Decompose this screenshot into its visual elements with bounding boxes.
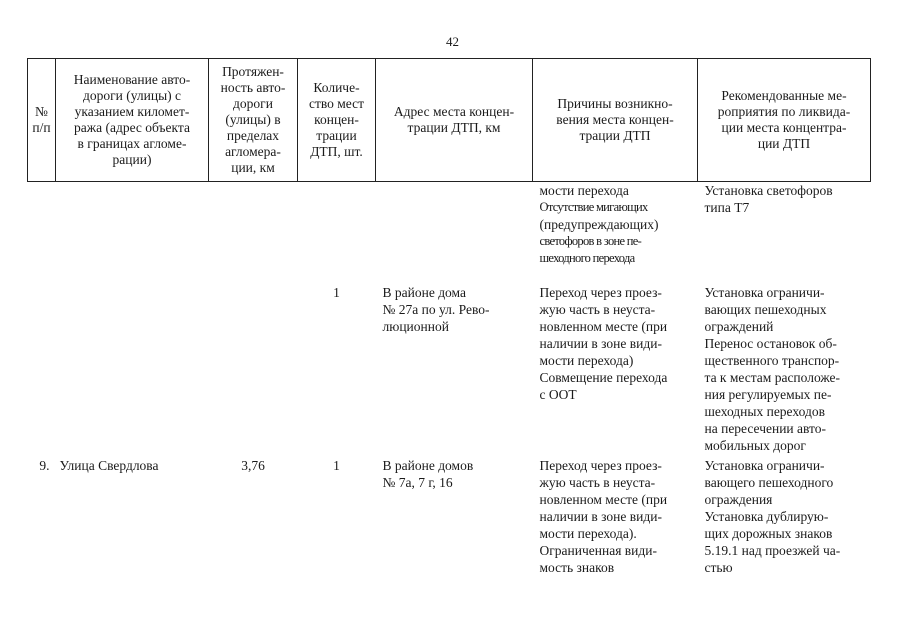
cell-line: (улицы) в [225,112,281,127]
cell-line: Установка светофоров [704,183,833,198]
cell-line: вающего пешеходного [704,475,834,490]
cell-line: шеходных переходов [704,404,825,419]
cell-line: жую часть в неуста- [539,475,656,490]
cell-line: концен- [314,112,359,127]
cell-line: стью [704,560,733,575]
cell-line: мости перехода). [539,526,637,541]
header-num: № п/п [28,59,56,182]
cell-line: щих дорожных знаков [704,526,833,541]
cell-line: ДТП, шт. [310,144,363,159]
cell-line: Отсутствие мигающих [539,200,648,214]
cell-line: ство мест [308,96,365,111]
cell-line: Переход через проез- [539,458,662,473]
cell-line: ния регулируемых пе- [704,387,832,402]
header-length [209,59,298,182]
cell-line: дороги (улицы) с [82,88,182,103]
header-measures [698,59,871,182]
row-length: 3,76 [241,458,265,473]
cell-line: трации ДТП [579,128,651,143]
cell-line: Рекомендованные ме- [721,88,847,103]
cell-line: В районе домов [382,458,474,473]
cell-line: указанием километ- [74,104,190,119]
table-row [28,284,871,457]
cell-line: Адрес места концен- [393,104,515,119]
cell-line: мобильных дорог [704,438,806,453]
row-count: 1 [333,458,340,473]
cell-line: ограждений [704,319,774,334]
cell-line: дороги [233,96,273,111]
cell-line: рации) [112,152,152,167]
row-reasons [533,284,698,457]
row-address [376,457,533,576]
cell-line: на пересечении авто- [704,421,827,436]
cell-line: агломера- [225,144,281,159]
row-measures [698,182,871,285]
row-reasons [533,182,698,285]
accident-concentration-table [27,58,871,576]
cell-line: мости перехода) [539,353,634,368]
cell-line: ции, км [231,160,275,175]
row-num: 9. [39,458,50,473]
table-header-row [28,59,871,182]
cell-line: Установка ограничи- [704,285,825,300]
cell-line: щественного транспор- [704,353,840,368]
row-reasons [533,457,698,576]
header-reasons [533,59,698,182]
cell-line: ность авто- [220,80,286,95]
cell-line: в границах агломе- [77,136,187,151]
header-road-name [56,59,209,182]
cell-line: пределах [226,128,280,143]
table-row [28,457,871,576]
cell-line: светофоров в зоне пе- [539,234,642,248]
cell-line: новленном месте (при [539,319,668,334]
cell-line: Переход через проез- [539,285,662,300]
row-length [209,182,298,285]
cell-line: ции ДТП [757,136,811,151]
cell-line: та к местам расположе- [704,370,841,385]
table-row [28,182,871,285]
cell-line: типа Т7 [704,200,750,215]
row-num [28,284,56,457]
cell-line: Протяжен- [222,64,284,79]
row-count [298,182,376,285]
cell-line: ограждения [704,492,773,507]
cell-line: вения места концен- [556,112,674,127]
page-number: 42 [446,34,459,49]
cell-line: ции места концентра- [721,120,847,135]
cell-line: жую часть в неуста- [539,302,656,317]
cell-line: новленном месте (при [539,492,668,507]
cell-line: трации [316,128,357,143]
cell-line: наличии в зоне види- [539,336,662,351]
cell-line: № 27а по ул. Рево- [382,302,490,317]
cell-line: мости перехода [539,183,629,198]
cell-line: Причины возникно- [557,96,673,111]
cell-line: 5.19.1 над проезжей ча- [704,543,841,558]
cell-line: наличии в зоне види- [539,509,662,524]
cell-line: Перенос остановок об- [704,336,837,351]
cell-line: Количе- [313,80,360,95]
cell-line: люционной [382,319,449,334]
row-measures [698,457,871,576]
cell-line: (предупреждающих) [539,217,659,232]
cell-line: В районе дома [382,285,466,300]
row-count: 1 [333,285,340,300]
row-road-name: Улица Свердлова [59,458,159,473]
cell-line: Ограниченная види- [539,543,657,558]
row-num [28,182,56,285]
cell-line: ража (адрес объекта [74,120,190,135]
cell-line: Установка ограничи- [704,458,825,473]
header-count [298,59,376,182]
cell-line: с ООТ [539,387,577,402]
row-measures [698,284,871,457]
cell-line: шеходного перехода [539,251,635,265]
cell-line: мость знаков [539,560,615,575]
cell-line: роприятия по ликвида- [717,104,851,119]
row-road-name [56,182,209,285]
row-address [376,182,533,285]
cell-line: трации ДТП, км [407,120,501,135]
row-road-name [56,284,209,457]
cell-line: Совмещение перехода [539,370,668,385]
cell-line: Наименование авто- [73,72,191,87]
header-address [376,59,533,182]
cell-line: вающих пешеходных [704,302,827,317]
row-length [209,284,298,457]
cell-line: № 7а, 7 г, 16 [382,475,453,490]
row-address [376,284,533,457]
cell-line: Установка дублирую- [704,509,829,524]
